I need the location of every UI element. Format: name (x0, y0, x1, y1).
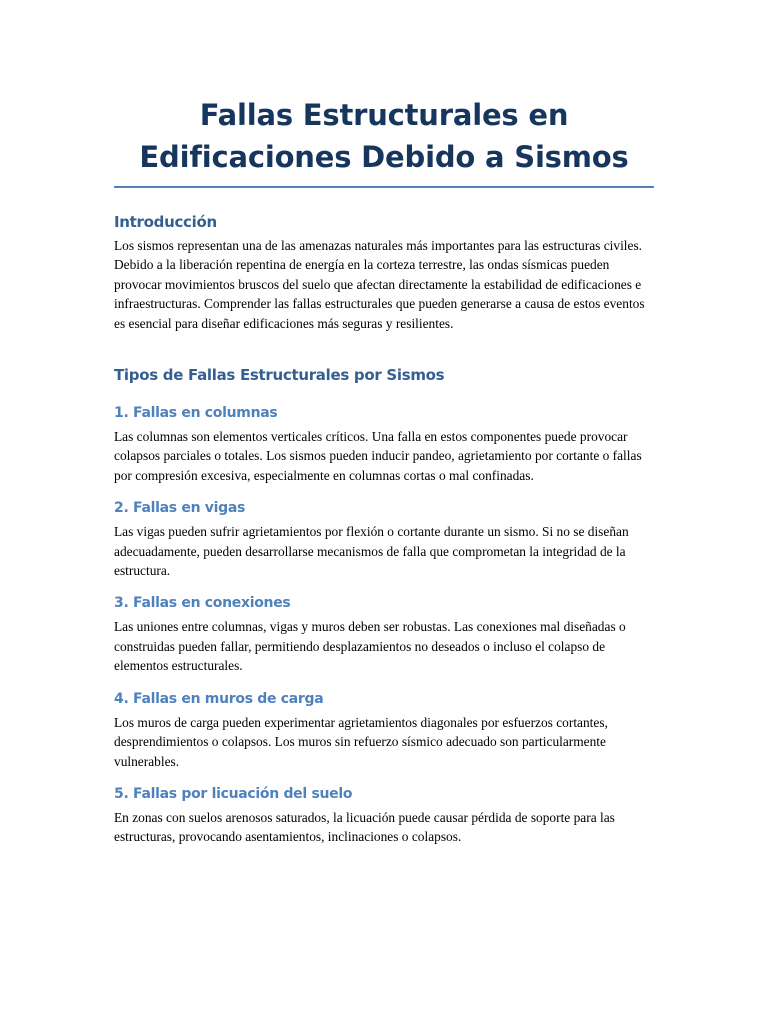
intro-paragraph: Los sismos representan una de las amenazas naturales más importantes para las estructuras civiles. Debido a la liberación repentina de energía en la corteza terrestre, las ondas sísmicas pueden provocar movimientos bruscos del suelo que afectan directamente la estabilidad de edificaciones e infraestructuras. Comprender las fallas estructurales que pueden generarse a causa de estos eventos es esencial para diseñar edificaciones más seguras y resilientes. (114, 238, 645, 331)
document-page (114, 0, 654, 847)
section-paragraph-columnas: Las columnas son elementos verticales críticos. Una falla en estos componentes puede provocar colapsos parciales o totales. Los sismos pueden inducir pandeo, agrietamiento por cortante o fallas por compresión excesiva, especialmente en columnas cortas o mal confinadas. (114, 429, 642, 483)
section-heading-columnas: 1. Fallas en columnas (114, 405, 278, 422)
section-paragraph-muros: Los muros de carga pueden experimentar agrietamientos diagonales por esfuerzos cortantes, desprendimientos o colapsos. Los muros sin refuerzo sísmico adecuado son particularmente vulnerables. (114, 714, 608, 769)
intro-heading: Introducción (114, 213, 217, 231)
types-heading: Tipos de Fallas Estructurales por Sismos (114, 366, 445, 385)
section-paragraph-conexiones: Las uniones entre columnas, vigas y muros deben ser robustas. Las conexiones mal diseñadas o construidas pueden fallar, permitiendo desplazamientos no deseados o incluso el colapso de elementos estructurales. (114, 619, 626, 674)
section-heading-licuacion: 5. Fallas por licuación del suelo (114, 785, 353, 802)
document-title: Fallas Estructurales en Edificaciones Debido a Sismos (114, 94, 654, 188)
section-heading-vigas: 2. Fallas en vigas (114, 500, 246, 517)
section-paragraph-licuacion: En zonas con suelos arenosos saturados, la licuación puede causar pérdida de soporte para las estructuras, provocando asentamientos, inclinaciones o colapsos. (114, 809, 615, 845)
section-paragraph-vigas: Las vigas pueden sufrir agrietamientos por flexión o cortante durante un sismo. Si no se diseñan adecuadamente, pueden desarrollarse mecanismos de falla que comprometan la integridad de la estructura. (114, 524, 629, 579)
section-heading-conexiones: 3. Fallas en conexiones (114, 595, 291, 612)
section-heading-muros: 4. Fallas en muros de carga (114, 690, 324, 707)
